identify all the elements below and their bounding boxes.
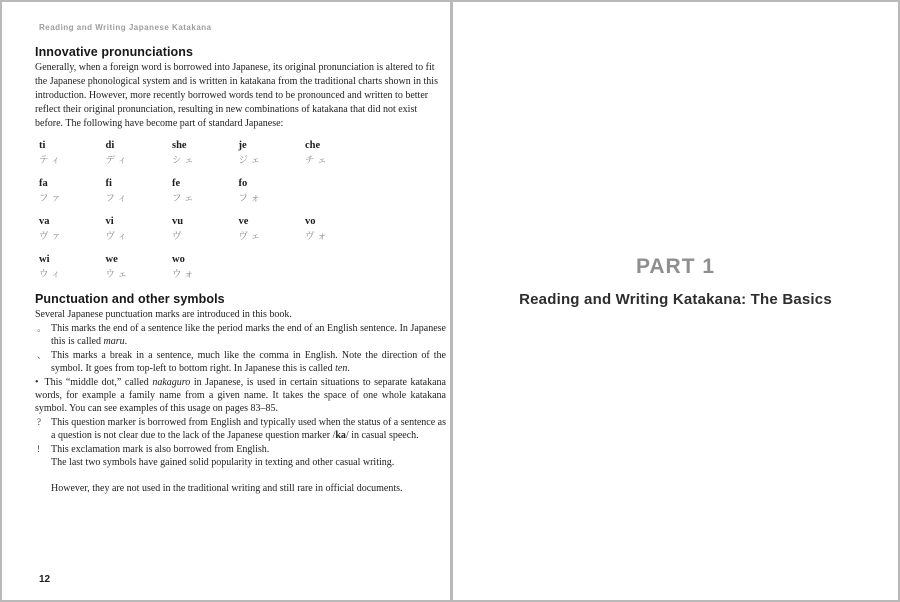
punctuation-text-run: This marks a break in a sentence, much like the comma in English. Note the direction of the symbol. It goes from top-left to bottom right. In Japanese this is called [51,349,446,375]
katakana-glyph: ヴェ [238,231,264,242]
kana-row [39,140,445,167]
punctuation-intro: Several Japanese punctuation marks are introduced in this book. [35,309,292,320]
kana-cell [172,216,239,243]
punctuation-text-run: This marks the end of a sentence like the period marks the end of an English sentence. In Japanese this is called [51,323,446,348]
kana-latin-label: we [105,254,118,265]
kana-row [39,216,445,243]
kana-latin-label: di [105,140,115,151]
punctuation-text-run: This question marker is borrowed from English and typically used when the status of a sentence as a question is not clear due to the lack of the Japanese question marker / [51,416,446,442]
kana-latin-label: va [39,216,50,227]
punctuation-list [35,322,446,469]
kana-cell [239,216,306,243]
punctuation-text-run: nakaguro [152,376,191,388]
section-heading-punctuation: Punctuation and other symbols [35,292,225,306]
kana-cell [39,178,106,205]
punctuation-text-run: This “middle dot,” called [44,376,153,388]
punctuation-item [35,349,446,376]
running-header: Reading and Writing Japanese Katakana [39,23,212,32]
punctuation-text-run: . [124,336,128,348]
kana-row [39,178,445,205]
kana-latin-label: ti [39,140,46,151]
kana-latin-label: vo [305,216,316,227]
kana-cell [106,178,173,205]
kana-cell [39,216,106,243]
kana-row [39,254,445,281]
kana-latin-label: fi [105,178,112,189]
punctuation-text-run: The last two symbols have gained solid popularity in texting and other casual writing. [51,457,395,469]
kana-cell [106,140,173,167]
kana-cell [239,178,306,205]
punctuation-item [35,322,446,349]
kana-latin-label: wo [172,254,185,265]
katakana-glyph: チェ [305,155,330,166]
kana-cell [106,216,173,243]
katakana-glyph: フィ [105,193,130,204]
katakana-glyph: ティ [39,155,64,166]
kana-cell [39,140,106,167]
punctuation-marker: ! [37,443,40,454]
kana-latin-label: che [305,140,321,151]
kana-latin-label: fo [238,178,248,189]
punctuation-text-run: maru [103,336,125,348]
section-heading-innovative-pronunciations: Innovative pronunciations [35,45,194,59]
kana-cell [305,216,372,243]
kana-latin-label: ve [238,216,249,227]
kana-latin-label: vu [172,216,184,227]
punctuation-text-run: . [347,363,350,375]
kana-cell [172,254,239,281]
katakana-glyph: ヴァ [39,231,64,242]
left-page [2,2,450,600]
innovative-pronunciations-paragraph: Generally, when a foreign word is borrowed into Japanese, its original pronunciation is altered to fit the Japanese phonological system and is written in katakana from the traditional charts shown in this introduction. However, more recently borrowed words tend to be pronounced and written to better reflect their original pronunciation, resulting in new combinations of katakana that did not exist before. The following have become part of standard Japanese: [35,62,438,129]
punctuation-text-run: This exclamation mark is also borrowed from English. [51,443,270,455]
kana-cell [172,140,239,167]
right-page [453,2,898,600]
katakana-glyph: ファ [39,193,64,204]
katakana-glyph: ウォ [172,269,197,280]
part-number-label: PART 1 [635,255,716,278]
kana-cell [305,140,372,167]
kana-cell [39,254,106,281]
kana-cell [106,254,173,281]
punctuation-text-run: in Japanese, is used in certain situations to separate katakana words, for example a family name from a given name. It takes the space of one whole katakana symbol. You can see examples of this usage on pages 83–85. [35,376,446,415]
kana-latin-label: she [172,140,187,151]
punctuation-marker: • [35,376,39,388]
part-title-block [453,255,898,308]
katakana-glyph: ウィ [39,269,64,280]
part-title: Reading and Writing Katakana: The Basics [519,291,832,308]
kana-table [39,140,445,281]
punctuation-closing-paragraph: However, they are not used in the traditional writing and still rare in official documents. [51,483,403,495]
kana-latin-label: fa [39,178,48,189]
punctuation-marker: 。 [37,323,47,333]
punctuation-marker: ? [37,416,41,427]
katakana-glyph: ウェ [105,269,131,280]
punctuation-item [35,416,446,443]
punctuation-text-run: / in casual speech. [345,430,419,442]
kana-latin-label: fe [172,178,181,189]
kana-latin-label: je [238,140,247,151]
punctuation-text-run: ka [335,430,346,442]
katakana-glyph: シェ [172,155,197,166]
katakana-glyph: フォ [238,193,264,204]
punctuation-item [35,443,446,456]
kana-cell [239,140,306,167]
katakana-glyph: ヴィ [105,231,130,242]
kana-latin-label: vi [105,216,114,227]
katakana-glyph: フェ [172,193,197,204]
punctuation-item [35,376,446,416]
punctuation-text-run: ten [335,363,348,375]
katakana-glyph: ヴ [172,231,185,242]
kana-cell [172,178,239,205]
page-number: 12 [39,574,51,585]
katakana-glyph: ジェ [238,155,264,166]
katakana-glyph: ヴォ [305,231,330,242]
katakana-glyph: ディ [105,155,130,166]
punctuation-marker: 、 [37,349,47,360]
punctuation-item [35,456,446,469]
kana-latin-label: wi [39,254,50,265]
